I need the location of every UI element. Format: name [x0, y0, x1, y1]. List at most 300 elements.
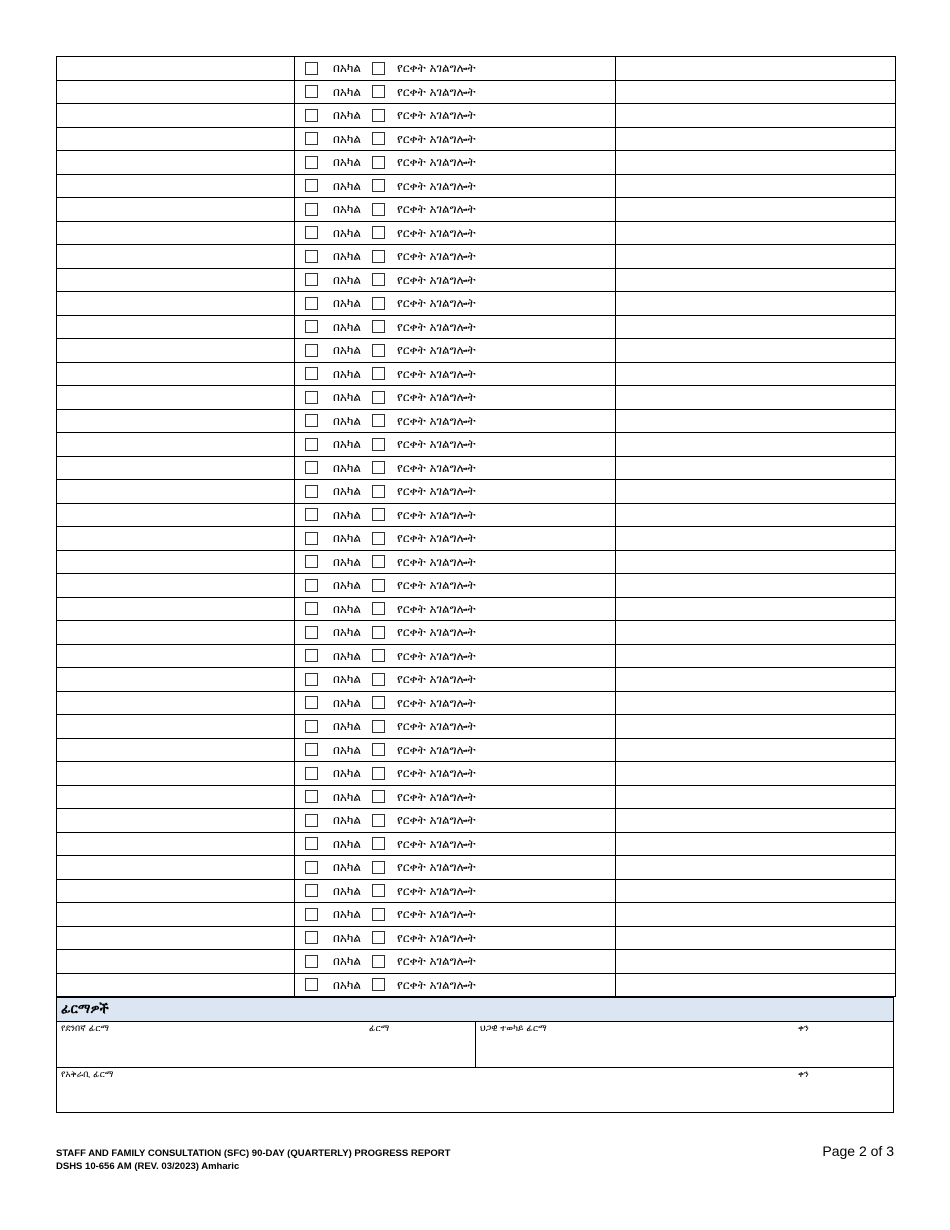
remote-service-checkbox[interactable] — [372, 602, 385, 615]
in-person-checkbox[interactable] — [305, 250, 318, 263]
in-person-checkbox[interactable] — [305, 179, 318, 192]
service-cell[interactable] — [57, 950, 295, 974]
notes-cell[interactable] — [616, 151, 896, 175]
signatures-section — [56, 997, 894, 1113]
service-mode-cell — [295, 409, 616, 433]
in-person-checkbox[interactable] — [305, 532, 318, 545]
service-cell[interactable] — [57, 832, 295, 856]
in-person-checkbox[interactable] — [305, 85, 318, 98]
remote-service-label: የርቀት አገልግሎት — [397, 507, 476, 522]
service-cell[interactable] — [57, 362, 295, 386]
table-row — [57, 527, 896, 551]
service-cell[interactable] — [57, 292, 295, 316]
service-cell[interactable] — [57, 527, 295, 551]
in-person-checkbox[interactable] — [305, 555, 318, 568]
remote-service-checkbox[interactable] — [372, 203, 385, 216]
notes-cell[interactable] — [616, 339, 896, 363]
service-cell[interactable] — [57, 597, 295, 621]
notes-cell[interactable] — [616, 362, 896, 386]
table-row — [57, 268, 896, 292]
legal-guardian-signature-field[interactable]: ህጋዊ ተወካይ ፊርማ — [480, 1024, 547, 1034]
service-cell[interactable] — [57, 738, 295, 762]
in-person-checkbox[interactable] — [305, 62, 318, 75]
notes-cell[interactable] — [616, 292, 896, 316]
service-cell[interactable] — [57, 668, 295, 692]
signature-row-2 — [57, 1068, 893, 1112]
remote-service-checkbox[interactable] — [372, 344, 385, 357]
in-person-checkbox[interactable] — [305, 203, 318, 216]
remote-service-checkbox[interactable] — [372, 297, 385, 310]
in-person-checkbox[interactable] — [305, 649, 318, 662]
in-person-label: በአካል — [333, 930, 362, 945]
service-mode-cell — [295, 433, 616, 457]
remote-service-checkbox[interactable] — [372, 884, 385, 897]
in-person-label: በአካል — [333, 202, 362, 217]
remote-service-checkbox[interactable] — [372, 273, 385, 286]
in-person-label: በአካል — [333, 695, 362, 710]
service-mode-cell — [295, 621, 616, 645]
remote-service-label: የርቀት አገልግሎት — [397, 648, 476, 663]
table-row — [57, 762, 896, 786]
in-person-checkbox[interactable] — [305, 226, 318, 239]
in-person-checkbox[interactable] — [305, 461, 318, 474]
form-number: DSHS 10-656 AM (REV. 03/2023) Amharic — [56, 1161, 240, 1172]
remote-service-label: የርቀት አገልግሎት — [397, 108, 476, 123]
in-person-checkbox[interactable] — [305, 743, 318, 756]
service-mode-cell — [295, 715, 616, 739]
table-row — [57, 57, 896, 81]
service-mode-cell — [295, 879, 616, 903]
service-cell[interactable] — [57, 80, 295, 104]
remote-service-checkbox[interactable] — [372, 438, 385, 451]
table-row — [57, 245, 896, 269]
in-person-label: በአካል — [333, 648, 362, 663]
in-person-checkbox[interactable] — [305, 955, 318, 968]
table-row — [57, 691, 896, 715]
in-person-checkbox[interactable] — [305, 978, 318, 991]
service-cell[interactable] — [57, 762, 295, 786]
notes-cell[interactable] — [616, 926, 896, 950]
notes-cell[interactable] — [616, 386, 896, 410]
in-person-checkbox[interactable] — [305, 673, 318, 686]
in-person-checkbox[interactable] — [305, 320, 318, 333]
remote-service-checkbox[interactable] — [372, 367, 385, 380]
service-mode-cell — [295, 221, 616, 245]
in-person-checkbox[interactable] — [305, 931, 318, 944]
remote-service-label: የርቀት አገልግሎት — [397, 531, 476, 546]
in-person-checkbox[interactable] — [305, 508, 318, 521]
notes-cell[interactable] — [616, 433, 896, 457]
service-cell[interactable] — [57, 198, 295, 222]
remote-service-checkbox[interactable] — [372, 978, 385, 991]
service-mode-cell — [295, 480, 616, 504]
service-mode-cell — [295, 574, 616, 598]
in-person-checkbox[interactable] — [305, 696, 318, 709]
table-row — [57, 362, 896, 386]
service-cell[interactable] — [57, 433, 295, 457]
in-person-label: በአካል — [333, 484, 362, 499]
remote-service-checkbox[interactable] — [372, 767, 385, 780]
table-row — [57, 879, 896, 903]
notes-cell[interactable] — [616, 644, 896, 668]
in-person-checkbox[interactable] — [305, 790, 318, 803]
service-cell[interactable] — [57, 480, 295, 504]
remote-service-checkbox[interactable] — [372, 696, 385, 709]
service-cell[interactable] — [57, 456, 295, 480]
signatures-section-title: ፊርማዎች — [57, 998, 893, 1022]
in-person-checkbox[interactable] — [305, 132, 318, 145]
table-row — [57, 480, 896, 504]
table-row — [57, 950, 896, 974]
table-row — [57, 809, 896, 833]
service-mode-cell — [295, 597, 616, 621]
remote-service-checkbox[interactable] — [372, 955, 385, 968]
in-person-label: በአካል — [333, 625, 362, 640]
notes-cell[interactable] — [616, 832, 896, 856]
service-mode-cell — [295, 362, 616, 386]
remote-service-label: የርቀት አገልግሎት — [397, 155, 476, 170]
in-person-checkbox[interactable] — [305, 626, 318, 639]
in-person-checkbox[interactable] — [305, 884, 318, 897]
remote-service-label: የርቀት አገልግሎት — [397, 319, 476, 334]
service-mode-cell — [295, 80, 616, 104]
remote-service-label: የርቀት አገልግሎት — [397, 61, 476, 76]
remote-service-checkbox[interactable] — [372, 461, 385, 474]
remote-service-label: የርቀት አገልግሎት — [397, 366, 476, 381]
remote-service-label: የርቀት አገልግሎት — [397, 789, 476, 804]
notes-cell[interactable] — [616, 715, 896, 739]
remote-service-checkbox[interactable] — [372, 743, 385, 756]
remote-service-checkbox[interactable] — [372, 555, 385, 568]
table-row — [57, 738, 896, 762]
notes-cell[interactable] — [616, 809, 896, 833]
notes-cell[interactable] — [616, 738, 896, 762]
remote-service-checkbox[interactable] — [372, 720, 385, 733]
service-cell[interactable] — [57, 715, 295, 739]
table-row — [57, 174, 896, 198]
remote-service-checkbox[interactable] — [372, 649, 385, 662]
notes-cell[interactable] — [616, 973, 896, 997]
in-person-label: በአካል — [333, 131, 362, 146]
remote-service-checkbox[interactable] — [372, 320, 385, 333]
service-cell[interactable] — [57, 926, 295, 950]
notes-cell[interactable] — [616, 245, 896, 269]
service-mode-cell — [295, 809, 616, 833]
in-person-label: በአካል — [333, 272, 362, 287]
remote-service-checkbox[interactable] — [372, 85, 385, 98]
notes-cell[interactable] — [616, 574, 896, 598]
signature-divider — [475, 1022, 476, 1067]
remote-service-label: የርቀት አገልግሎት — [397, 460, 476, 475]
notes-cell[interactable] — [616, 550, 896, 574]
in-person-label: በአካል — [333, 601, 362, 616]
in-person-label: በአካል — [333, 789, 362, 804]
table-row — [57, 127, 896, 151]
in-person-label: በአካል — [333, 977, 362, 992]
remote-service-checkbox[interactable] — [372, 931, 385, 944]
table-row — [57, 433, 896, 457]
service-mode-cell — [295, 550, 616, 574]
service-mode-cell — [295, 973, 616, 997]
table-row — [57, 221, 896, 245]
service-cell[interactable] — [57, 574, 295, 598]
in-person-label: በአካል — [333, 61, 362, 76]
remote-service-label: የርቀት አገልግሎት — [397, 977, 476, 992]
date-field-1[interactable]: ቀን — [798, 1024, 809, 1034]
date-field-2[interactable]: ቀን — [798, 1070, 809, 1080]
service-mode-cell — [295, 292, 616, 316]
in-person-checkbox[interactable] — [305, 367, 318, 380]
remote-service-checkbox[interactable] — [372, 62, 385, 75]
table-row — [57, 292, 896, 316]
in-person-checkbox[interactable] — [305, 297, 318, 310]
service-mode-cell — [295, 832, 616, 856]
service-cell[interactable] — [57, 268, 295, 292]
remote-service-label: የርቀት አገልግሎት — [397, 131, 476, 146]
notes-cell[interactable] — [616, 903, 896, 927]
in-person-checkbox[interactable] — [305, 767, 318, 780]
table-row — [57, 832, 896, 856]
remote-service-label: የርቀት አገልግሎት — [397, 954, 476, 969]
in-person-label: በአካል — [333, 836, 362, 851]
service-cell[interactable] — [57, 57, 295, 81]
table-row — [57, 409, 896, 433]
notes-cell[interactable] — [616, 785, 896, 809]
remote-service-checkbox[interactable] — [372, 626, 385, 639]
service-cell[interactable] — [57, 644, 295, 668]
in-person-label: በአካል — [333, 883, 362, 898]
remote-service-label: የርቀት አገልግሎት — [397, 272, 476, 287]
remote-service-checkbox[interactable] — [372, 179, 385, 192]
service-cell[interactable] — [57, 245, 295, 269]
notes-cell[interactable] — [616, 480, 896, 504]
table-row — [57, 151, 896, 175]
notes-cell[interactable] — [616, 57, 896, 81]
remote-service-label: የርቀት አገልግሎት — [397, 883, 476, 898]
in-person-checkbox[interactable] — [305, 602, 318, 615]
notes-cell[interactable] — [616, 268, 896, 292]
table-row — [57, 668, 896, 692]
in-person-label: በአካል — [333, 860, 362, 875]
in-person-label: በአካል — [333, 719, 362, 734]
in-person-checkbox[interactable] — [305, 814, 318, 827]
in-person-checkbox[interactable] — [305, 414, 318, 427]
notes-cell[interactable] — [616, 856, 896, 880]
in-person-checkbox[interactable] — [305, 273, 318, 286]
in-person-checkbox[interactable] — [305, 908, 318, 921]
remote-service-checkbox[interactable] — [372, 673, 385, 686]
table-row — [57, 315, 896, 339]
remote-service-label: የርቀት አገልግሎት — [397, 860, 476, 875]
remote-service-checkbox[interactable] — [372, 132, 385, 145]
service-cell[interactable] — [57, 785, 295, 809]
table-row — [57, 644, 896, 668]
service-cell[interactable] — [57, 550, 295, 574]
remote-service-label: የርቀት አገልግሎት — [397, 766, 476, 781]
service-mode-cell — [295, 386, 616, 410]
in-person-label: በአካል — [333, 813, 362, 828]
notes-cell[interactable] — [616, 503, 896, 527]
remote-service-checkbox[interactable] — [372, 485, 385, 498]
service-mode-cell — [295, 785, 616, 809]
client-signature-field[interactable]: የደንበኛ ፊርማ — [61, 1024, 110, 1034]
in-person-label: በአካል — [333, 742, 362, 757]
notes-cell[interactable] — [616, 127, 896, 151]
remote-service-checkbox[interactable] — [372, 579, 385, 592]
service-mode-cell — [295, 527, 616, 551]
remote-service-checkbox[interactable] — [372, 861, 385, 874]
in-person-label: በአካል — [333, 907, 362, 922]
in-person-label: በአካል — [333, 108, 362, 123]
notes-cell[interactable] — [616, 315, 896, 339]
service-mode-cell — [295, 668, 616, 692]
remote-service-label: የርቀት አገልግሎት — [397, 178, 476, 193]
service-cell[interactable] — [57, 691, 295, 715]
table-row — [57, 715, 896, 739]
provider-signature-field[interactable]: የአቅራቢ ፊርማ — [61, 1070, 114, 1080]
table-row — [57, 386, 896, 410]
remote-service-checkbox[interactable] — [372, 508, 385, 521]
notes-cell[interactable] — [616, 950, 896, 974]
remote-service-label: የርቀት አገልግሎት — [397, 601, 476, 616]
remote-service-checkbox[interactable] — [372, 156, 385, 169]
remote-service-label: የርቀት አገልግሎት — [397, 390, 476, 405]
remote-service-label: የርቀት አገልግሎት — [397, 554, 476, 569]
in-person-label: በአካል — [333, 296, 362, 311]
in-person-checkbox[interactable] — [305, 391, 318, 404]
table-row — [57, 339, 896, 363]
service-mode-cell — [295, 856, 616, 880]
service-cell[interactable] — [57, 174, 295, 198]
remote-service-label: የርቀት አገልግሎት — [397, 695, 476, 710]
service-cell[interactable] — [57, 315, 295, 339]
in-person-checkbox[interactable] — [305, 438, 318, 451]
service-cell[interactable] — [57, 973, 295, 997]
remote-service-checkbox[interactable] — [372, 532, 385, 545]
in-person-label: በአካል — [333, 249, 362, 264]
in-person-label: በአካል — [333, 413, 362, 428]
service-cell[interactable] — [57, 879, 295, 903]
notes-cell[interactable] — [616, 409, 896, 433]
in-person-checkbox[interactable] — [305, 720, 318, 733]
in-person-label: በአካል — [333, 507, 362, 522]
in-person-checkbox[interactable] — [305, 156, 318, 169]
in-person-checkbox[interactable] — [305, 485, 318, 498]
service-mode-cell — [295, 644, 616, 668]
remote-service-checkbox[interactable] — [372, 814, 385, 827]
notes-cell[interactable] — [616, 762, 896, 786]
table-row — [57, 621, 896, 645]
service-mode-cell — [295, 691, 616, 715]
service-cell[interactable] — [57, 127, 295, 151]
in-person-label: በአካል — [333, 84, 362, 99]
table-row — [57, 785, 896, 809]
service-cell[interactable] — [57, 151, 295, 175]
notes-cell[interactable] — [616, 879, 896, 903]
service-cell[interactable] — [57, 386, 295, 410]
service-cell[interactable] — [57, 856, 295, 880]
table-row — [57, 926, 896, 950]
in-person-checkbox[interactable] — [305, 109, 318, 122]
table-row — [57, 856, 896, 880]
service-cell[interactable] — [57, 903, 295, 927]
remote-service-checkbox[interactable] — [372, 109, 385, 122]
remote-service-label: የርቀት አገልግሎት — [397, 672, 476, 687]
service-cell[interactable] — [57, 503, 295, 527]
service-mode-cell — [295, 57, 616, 81]
service-mode-cell — [295, 151, 616, 175]
notes-cell[interactable] — [616, 198, 896, 222]
remote-service-checkbox[interactable] — [372, 837, 385, 850]
in-person-label: በአካል — [333, 366, 362, 381]
remote-service-checkbox[interactable] — [372, 391, 385, 404]
in-person-label: በአካል — [333, 155, 362, 170]
service-cell[interactable] — [57, 104, 295, 128]
table-row — [57, 198, 896, 222]
notes-cell[interactable] — [616, 621, 896, 645]
service-mode-cell — [295, 315, 616, 339]
service-mode-cell — [295, 738, 616, 762]
in-person-label: በአካል — [333, 766, 362, 781]
remote-service-checkbox[interactable] — [372, 250, 385, 263]
notes-cell[interactable] — [616, 80, 896, 104]
in-person-label: በአካል — [333, 225, 362, 240]
notes-cell[interactable] — [616, 597, 896, 621]
service-cell[interactable] — [57, 221, 295, 245]
notes-cell[interactable] — [616, 527, 896, 551]
remote-service-checkbox[interactable] — [372, 226, 385, 239]
notes-cell[interactable] — [616, 691, 896, 715]
signature-label: ፊርማ — [369, 1024, 390, 1034]
remote-service-label: የርቀት አገልግሎት — [397, 742, 476, 757]
service-cell[interactable] — [57, 409, 295, 433]
notes-cell[interactable] — [616, 221, 896, 245]
in-person-checkbox[interactable] — [305, 579, 318, 592]
signature-row-1 — [57, 1022, 893, 1068]
service-mode-cell — [295, 245, 616, 269]
notes-cell[interactable] — [616, 104, 896, 128]
in-person-checkbox[interactable] — [305, 861, 318, 874]
form-footer — [56, 1147, 450, 1173]
service-mode-cell — [295, 127, 616, 151]
service-cell[interactable] — [57, 809, 295, 833]
in-person-checkbox[interactable] — [305, 344, 318, 357]
progress-table — [56, 56, 896, 997]
remote-service-label: የርቀት አገልግሎት — [397, 84, 476, 99]
remote-service-label: የርቀት አገልግሎት — [397, 202, 476, 217]
in-person-label: በአካል — [333, 578, 362, 593]
in-person-label: በአካል — [333, 437, 362, 452]
service-cell[interactable] — [57, 339, 295, 363]
remote-service-label: የርቀት አገልግሎት — [397, 719, 476, 734]
notes-cell[interactable] — [616, 668, 896, 692]
remote-service-label: የርቀት አገልግሎት — [397, 296, 476, 311]
remote-service-checkbox[interactable] — [372, 790, 385, 803]
in-person-label: በአካል — [333, 319, 362, 334]
remote-service-checkbox[interactable] — [372, 414, 385, 427]
table-row — [57, 973, 896, 997]
remote-service-label: የርቀት አገልግሎት — [397, 413, 476, 428]
in-person-label: በአካል — [333, 531, 362, 546]
notes-cell[interactable] — [616, 456, 896, 480]
service-cell[interactable] — [57, 621, 295, 645]
remote-service-label: የርቀት አገልግሎት — [397, 813, 476, 828]
in-person-checkbox[interactable] — [305, 837, 318, 850]
remote-service-checkbox[interactable] — [372, 908, 385, 921]
notes-cell[interactable] — [616, 174, 896, 198]
service-mode-cell — [295, 268, 616, 292]
service-mode-cell — [295, 503, 616, 527]
